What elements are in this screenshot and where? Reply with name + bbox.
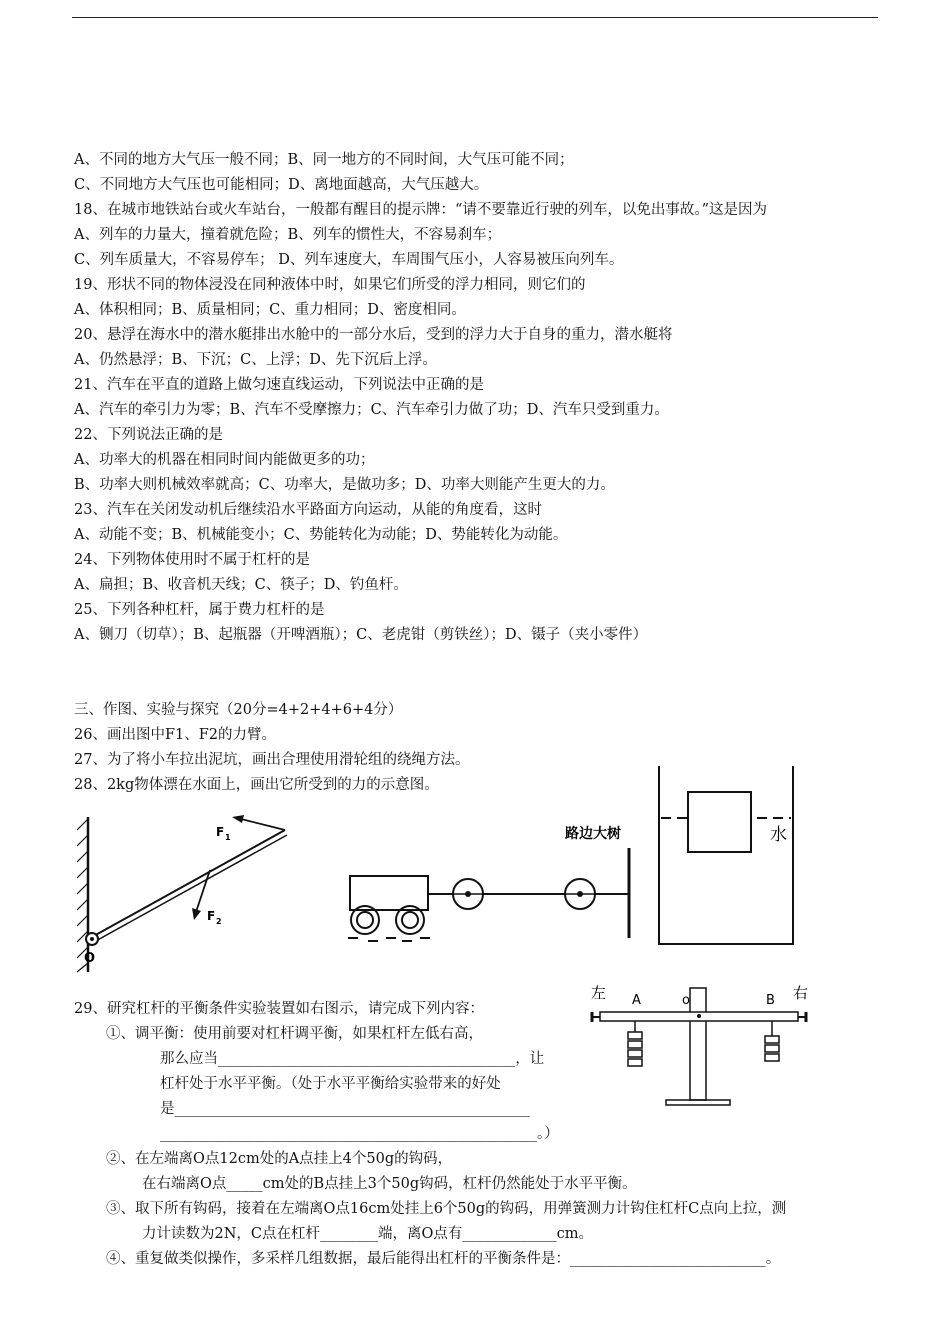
text-line: ①、调平衡：使用前要对杠杆调平衡，如果杠杆左低右高， xyxy=(106,1026,483,1042)
lever-rod xyxy=(92,830,285,937)
text-line: ④、重复做类似操作，多采样几组数据，最后能得出杠杆的平衡条件是：___________________________。 xyxy=(106,1251,781,1267)
text-line: ③、取下所有钩码，接着在左端离O点16cm处挂上6个50g的钩码，用弹簧测力计钩住杠杆C点向上拉，测 xyxy=(106,1201,787,1217)
base xyxy=(666,1100,730,1105)
label-water: 水 xyxy=(770,825,787,845)
floating-block-diagram xyxy=(650,762,810,952)
arrow-head-icon xyxy=(192,908,201,920)
svg-text:2: 2 xyxy=(216,917,222,926)
text-line: C、列车质量大，不容易停车； D、列车速度大，车周围气压小，人容易被压向列车。 xyxy=(74,252,624,268)
question-28: 28、2kg物体漂在水面上，画出它所受到的力的示意图。 xyxy=(74,777,439,793)
question-21: 21、汽车在平直的道路上做匀速直线运动，下列说法中正确的是 xyxy=(74,377,484,393)
text-line: 在右端离O点_____cm处的B点挂上3个50g钩码，杠杆仍然能处于水平平衡。 xyxy=(142,1176,637,1192)
text-line: 那么应当_________________________________________，让 xyxy=(160,1051,545,1067)
label-f2: F xyxy=(207,909,216,923)
label-point-b: B xyxy=(766,993,775,1008)
text-line: 力计读数为2N，C点在杠杆________端，离O点有_____________cm。 xyxy=(142,1226,594,1242)
question-20: 20、悬浮在海水中的潜水艇排出水舱中的一部分水后，受到的浮力大于自身的重力，潜水艇将 xyxy=(74,327,673,343)
pulley-cart-diagram xyxy=(340,820,640,950)
header-rule xyxy=(72,17,878,18)
question-23: 23、汽车在关闭发动机后继续沿水平路面方向运动，从能的角度看，这时 xyxy=(74,502,542,518)
question-19: 19、形状不同的物体浸没在同种液体中时，如果它们所受的浮力相同，则它们的 xyxy=(74,277,586,293)
mud-marks xyxy=(348,938,430,941)
question-26: 26、画出图中F1、F2的力臂。 xyxy=(74,727,277,743)
text-line: A、体积相同；B、质量相同；C、重力相同；D、密度相同。 xyxy=(74,302,466,318)
text-line: C、不同地方大气压也可能相同；D、离地面越高，大气压越大。 xyxy=(74,177,489,193)
label-left: 左 xyxy=(591,984,607,1002)
question-18: 18、在城市地铁站台或火车站台，一般都有醒目的提示牌：“请不要靠近行驶的列车，以免出事故。”这是因为 xyxy=(74,202,768,218)
label-right: 右 xyxy=(793,984,809,1002)
weights-a xyxy=(628,1032,642,1066)
text-line: 杠杆处于水平平衡。（处于水平平衡给实验带来的好处 xyxy=(160,1076,501,1092)
force-f1-arrow xyxy=(237,818,285,830)
label-point-o: o xyxy=(682,993,690,1008)
question-22: 22、下列说法正确的是 xyxy=(74,427,223,443)
wall-hatching xyxy=(77,819,88,972)
label-pivot-o: O xyxy=(84,951,96,966)
label-point-a: A xyxy=(632,993,641,1008)
cart-body xyxy=(350,876,428,910)
text-line: ②、在左端离O点12cm处的A点挂上4个50g的钩码， xyxy=(106,1151,453,1167)
question-29: 29、研究杠杆的平衡条件实验装置如右图示，请完成下列内容： xyxy=(74,1001,484,1017)
section-heading: 三、作图、实验与探究（20分=4+2+4+6+4分） xyxy=(74,702,403,718)
svg-text:1: 1 xyxy=(225,833,231,842)
support-post xyxy=(690,988,706,1100)
text-line: 是_________________________________________________ xyxy=(160,1101,530,1117)
arrow-head-icon xyxy=(232,815,244,823)
floating-block xyxy=(688,792,751,852)
question-24: 24、下列物体使用时不属于杠杆的是 xyxy=(74,552,310,568)
text-line: A、列车的力量大，撞着就危险；B、列车的惯性大，不容易刹车； xyxy=(74,227,502,243)
lever-balance-apparatus xyxy=(588,980,820,1130)
text-line: A、不同的地方大气压一般不同；B、同一地方的不同时间，大气压可能不同； xyxy=(74,152,574,168)
weights-b xyxy=(765,1036,779,1061)
lever-force-diagram xyxy=(72,812,297,977)
text-line: A、功率大的机器在相同时间内能做更多的功； xyxy=(74,452,375,468)
question-25: 25、下列各种杠杆，属于费力杠杆的是 xyxy=(74,602,325,618)
text-line: ____________________________________________________。） xyxy=(160,1126,559,1142)
text-line: A、扁担；B、收音机天线；C、筷子；D、钓鱼杆。 xyxy=(74,577,408,593)
text-line: A、动能不变；B、机械能变小；C、势能转化为动能；D、势能转化为动能。 xyxy=(74,527,568,543)
text-line: B、功率大则机械效率就高；C、功率大，是做功多；D、功率大则能产生更大的力。 xyxy=(74,477,615,493)
label-f1: F xyxy=(216,825,225,839)
text-line: A、汽车的牵引力为零；B、汽车不受摩擦力；C、汽车牵引力做了功；D、汽车只受到重力。 xyxy=(74,402,669,418)
text-line: A、铡刀（切草）；B、起瓶器（开啤酒瓶）；C、老虎钳（剪铁丝）；D、镊子（夹小零件） xyxy=(74,627,648,643)
text-line: A、仍然悬浮；B、下沉；C、上浮；D、先下沉后上浮。 xyxy=(74,352,437,368)
pivot-icon xyxy=(697,1014,701,1018)
label-roadside-tree: 路边大树 xyxy=(565,826,621,842)
question-27: 27、为了将小车拉出泥坑，画出合理使用滑轮组的绕绳方法。 xyxy=(74,752,470,768)
